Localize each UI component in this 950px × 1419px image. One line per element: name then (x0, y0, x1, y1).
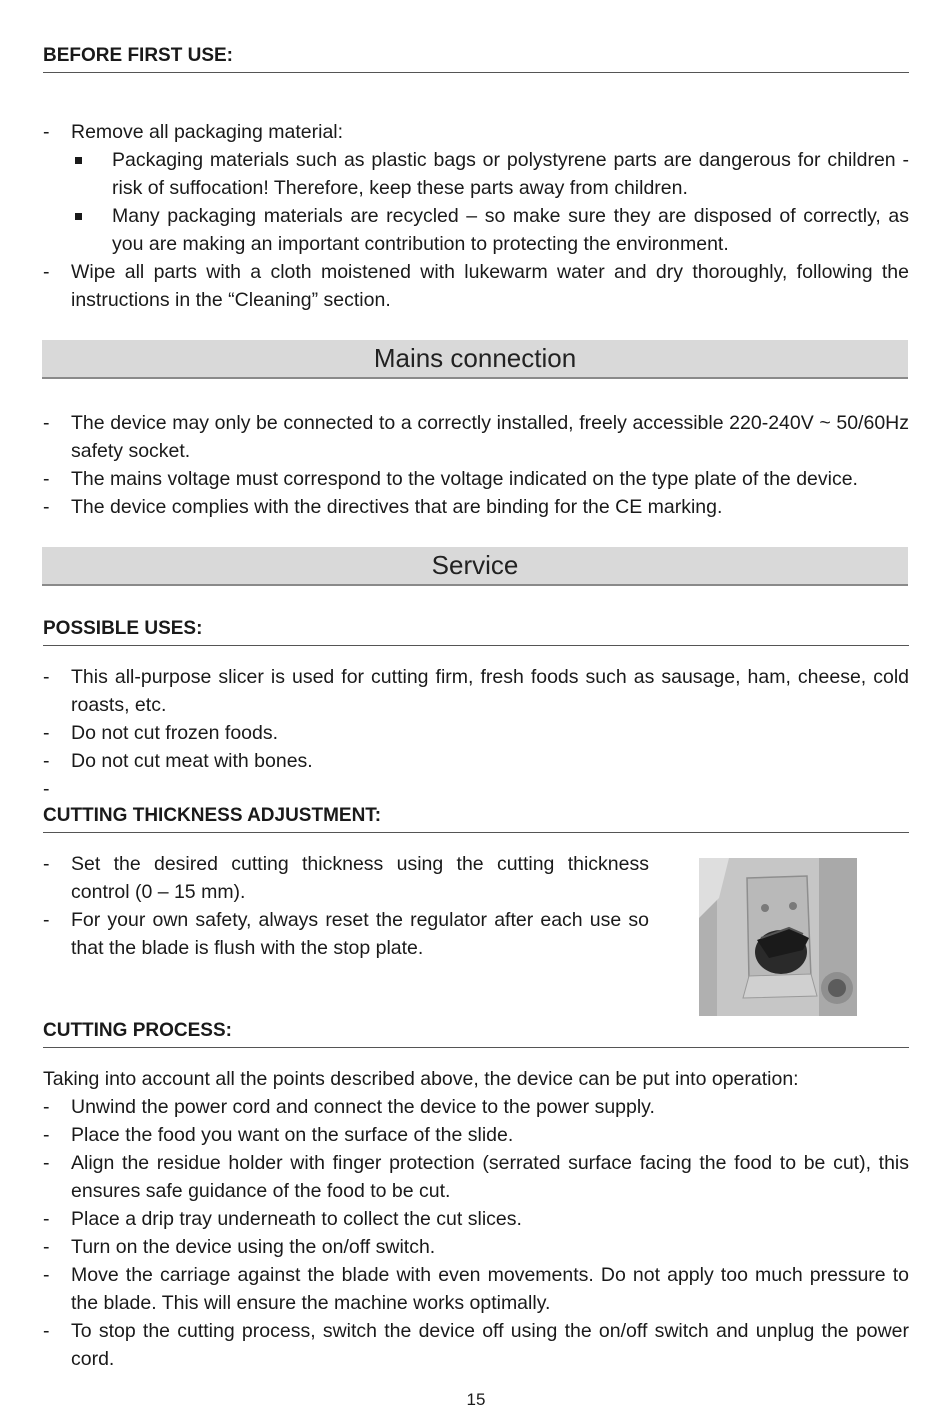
possible-uses-heading: POSSIBLE USES: (43, 617, 909, 646)
list-item: - The device may only be connected to a correctly installed, freely accessible 220-240V ~ 50/60Hz safety socket. (43, 412, 909, 462)
cutting-thickness-list (43, 850, 649, 962)
mains-connection-banner: Mains connection (42, 340, 908, 379)
cutting-process-list (43, 1093, 909, 1373)
list-item: - Unwind the power cord and connect the device to the power supply. (43, 1096, 655, 1118)
cutting-process-heading: CUTTING PROCESS: (43, 1019, 909, 1048)
manual-page (43, 0, 909, 1419)
list-item-text: The mains voltage must correspond to the voltage indicated on the type plate of the device. (71, 468, 858, 490)
list-item: - Move the carriage against the blade with even movements. Do not apply too much pressure to the blade. This will ensure the machine works optimally. (43, 1264, 909, 1314)
list-item-text: Remove all packaging material: (71, 121, 344, 143)
list-item-text: To stop the cutting process, switch the device off using the on/off switch and unplug the power cord. (71, 1320, 909, 1370)
list-item-text: Unwind the power cord and connect the device to the power supply. (71, 1096, 655, 1118)
possible-uses-list (43, 663, 909, 803)
list-item: - Place the food you want on the surface of the slide. (43, 1124, 514, 1146)
list-item: - The mains voltage must correspond to the voltage indicated on the type plate of the device. (43, 468, 858, 490)
list-item: - Do not cut meat with bones. (43, 750, 313, 772)
list-item-text: The device complies with the directives that are binding for the CE marking. (71, 496, 723, 518)
list-item: - This all-purpose slicer is used for cutting firm, fresh foods such as sausage, ham, cheese, cold roasts, etc. (43, 666, 909, 716)
sub-list-item-text: Many packaging materials are recycled – so make sure they are disposed of correctly, as you are making an important contribution to protecting the environment. (112, 205, 909, 255)
thickness-control-knob-image (699, 858, 857, 1016)
list-item-text: Do not cut frozen foods. (71, 722, 279, 744)
before-first-use-list (43, 118, 909, 314)
cutting-thickness-heading: CUTTING THICKNESS ADJUSTMENT: (43, 804, 909, 833)
list-item-text: Do not cut meat with bones. (71, 750, 313, 772)
list-item: - Set the desired cutting thickness using the cutting thickness control (0 – 15 mm). (43, 853, 649, 903)
thickness-knob-icon (699, 858, 857, 1016)
list-item: - Wipe all parts with a cloth moistened with lukewarm water and dry thoroughly, following the instructions in the “Cleaning” section. (43, 261, 909, 311)
list-item-text: This all-purpose slicer is used for cutting firm, fresh foods such as sausage, ham, cheese, cold roasts, etc. (71, 666, 909, 716)
list-item-text: Wipe all parts with a cloth moistened with lukewarm water and dry thoroughly, following the instructions in the “Cleaning” section. (71, 261, 909, 311)
list-item: - To stop the cutting process, switch the device off using the on/off switch and unplug the power cord. (43, 1320, 909, 1370)
list-item-text: Place the food you want on the surface of the slide. (71, 1124, 514, 1146)
sub-list-item (71, 146, 909, 202)
packaging-sublist (71, 146, 909, 258)
list-item: - Turn on the device using the on/off switch. (43, 1236, 436, 1258)
mains-connection-list (43, 409, 909, 521)
list-item-text: The device may only be connected to a correctly installed, freely accessible 220-240V ~ 50/60Hz safety socket. (71, 412, 909, 462)
page-number: 15 (466, 1390, 486, 1409)
sub-list-item-text: Packaging materials such as plastic bags or polystyrene parts are dangerous for children - risk of suffocation! Therefore, keep these parts away from children. (112, 149, 909, 199)
list-item-text: Turn on the device using the on/off switch. (71, 1236, 436, 1258)
list-item-text: Move the carriage against the blade with even movements. Do not apply too much pressure to the blade. This will ensure the machine works optimally. (71, 1264, 909, 1314)
before-first-use-heading: BEFORE FIRST USE: (43, 44, 909, 73)
sub-list-item (71, 202, 909, 258)
cutting-process-intro: Taking into account all the points described above, the device can be put into operation: (43, 1068, 799, 1090)
list-item: - Place a drip tray underneath to collect the cut slices. (43, 1208, 522, 1230)
list-item: - Align the residue holder with finger protection (serrated surface facing the food to be cut), this ensures safe guidance of the food to be cut. (43, 1152, 909, 1202)
list-item: - (43, 778, 50, 800)
list-item-text: Align the residue holder with finger protection (serrated surface facing the food to be cut), this ensures safe guidance of the food to be cut. (71, 1152, 909, 1202)
list-item: - Do not cut frozen foods. (43, 722, 279, 744)
list-item: - The device complies with the directives that are binding for the CE marking. (43, 496, 723, 518)
service-banner: Service (42, 547, 908, 586)
square-bullet-icon (75, 157, 82, 164)
list-item-text: Set the desired cutting thickness using the cutting thickness control (0 – 15 mm). (71, 853, 649, 903)
list-item: - For your own safety, always reset the regulator after each use so that the blade is flush with the stop plate. (43, 909, 649, 959)
square-bullet-icon (75, 213, 82, 220)
list-item-text: Place a drip tray underneath to collect the cut slices. (71, 1208, 522, 1230)
list-item-text: For your own safety, always reset the regulator after each use so that the blade is flush with the stop plate. (71, 909, 649, 959)
list-item: - Remove all packaging material: Packaging materials such as plastic bags or polystyrene parts are dangerous for children - risk of suffocation! Therefore, keep these parts away from children. Many packaging materials are recycled – so make sure they are disposed of correctly, as you are making an important contribution to protecting the environment. (43, 118, 909, 258)
